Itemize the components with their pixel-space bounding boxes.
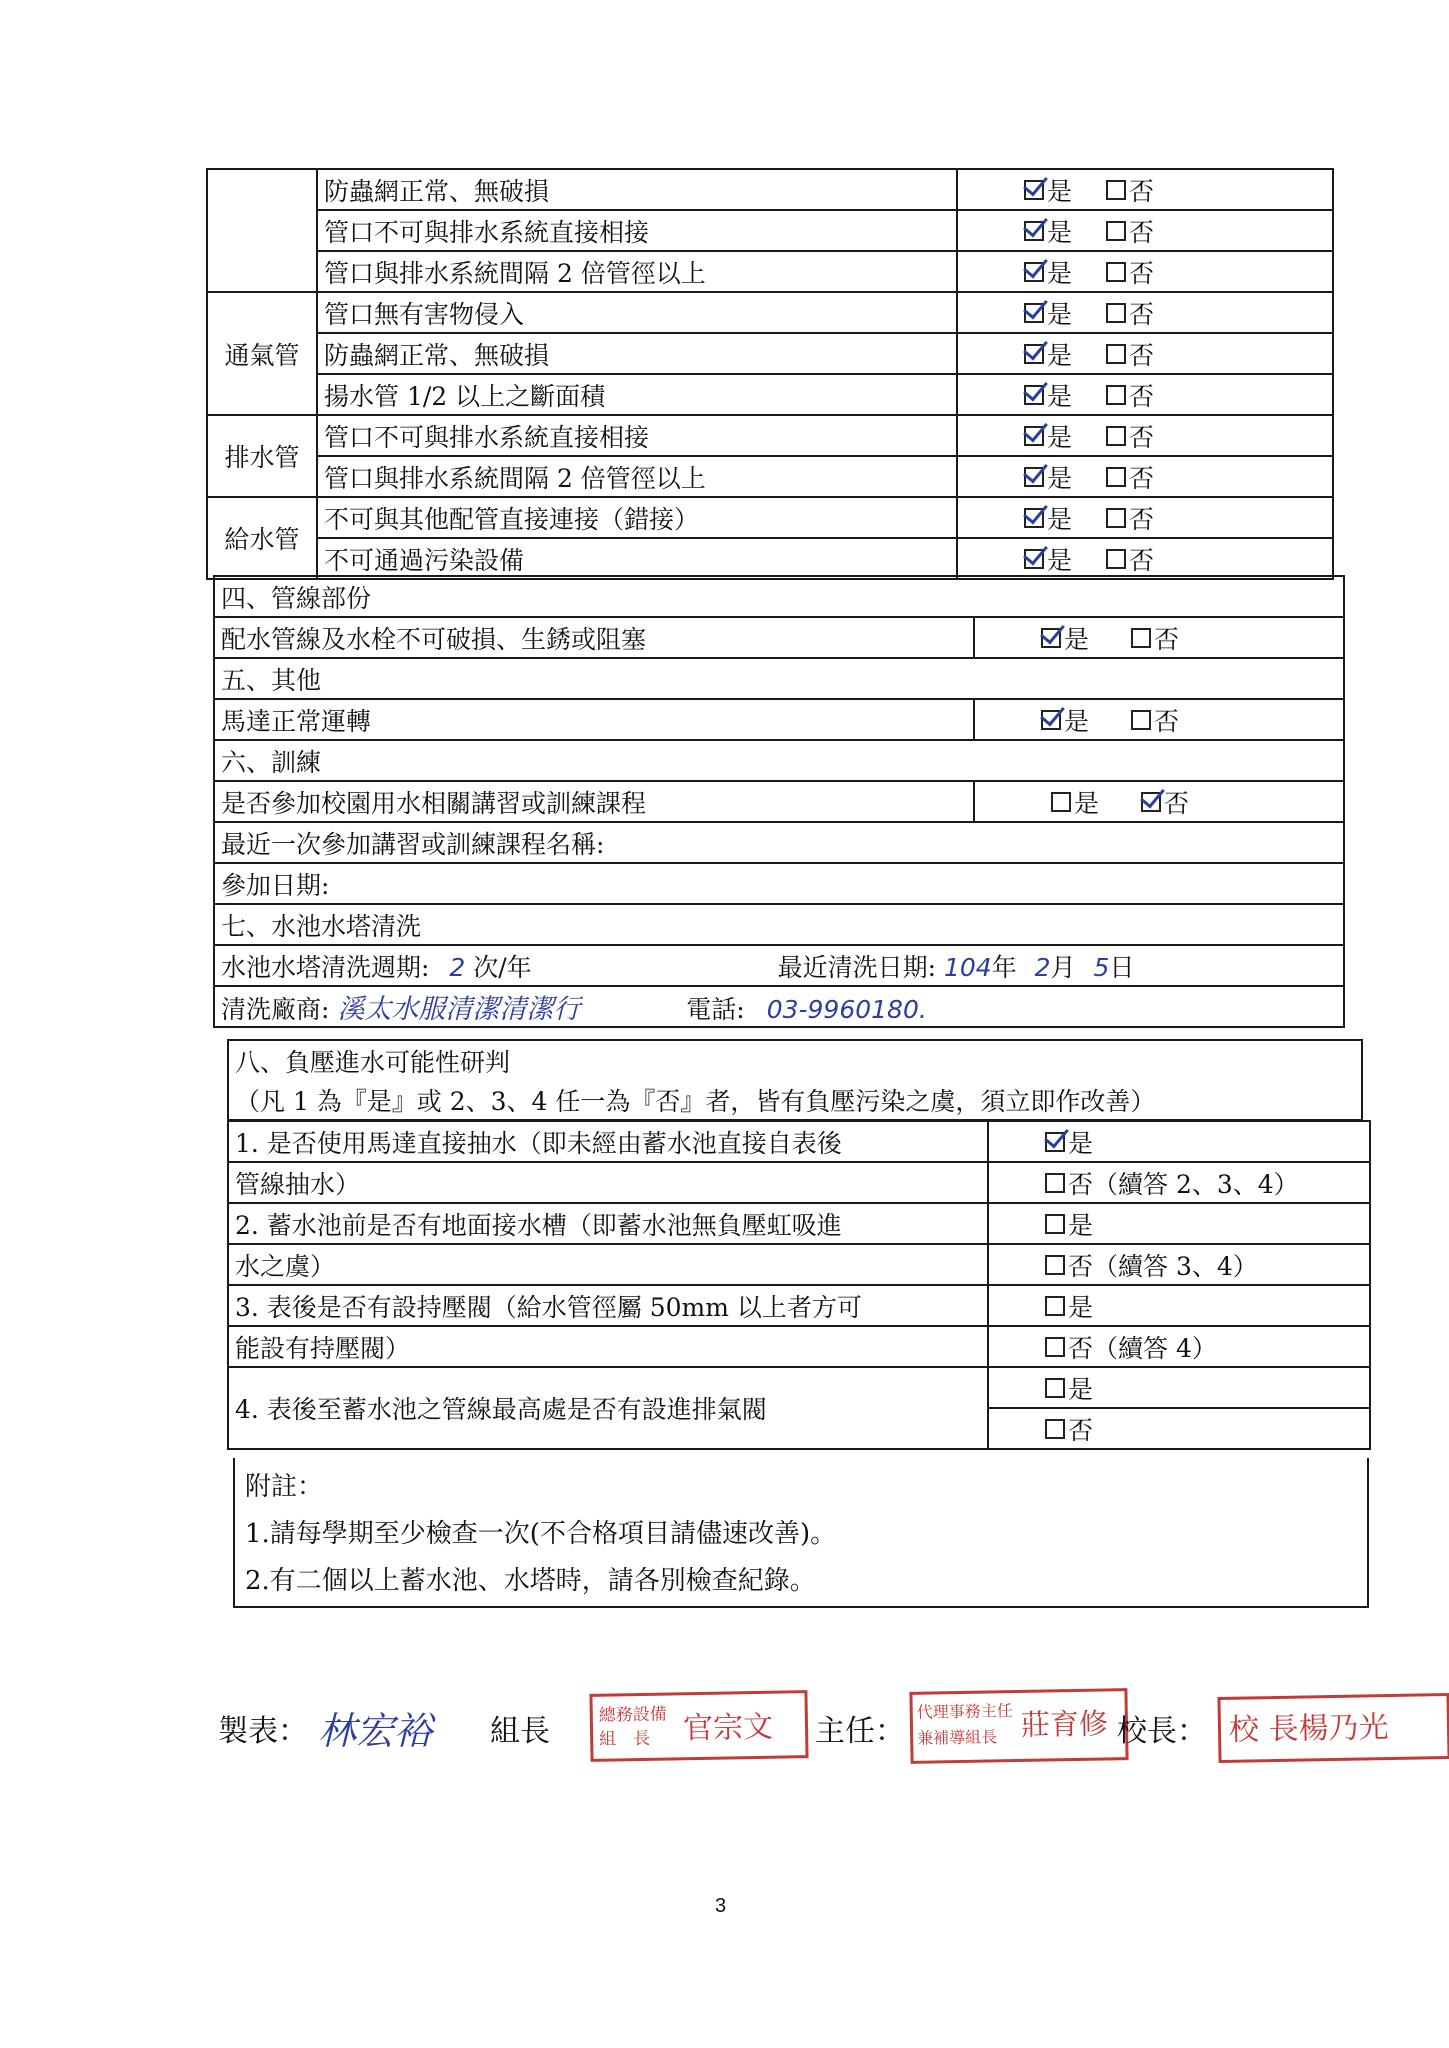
director-stamp-text-b: 兼補導組長 xyxy=(917,1727,998,1748)
checkbox-no[interactable] xyxy=(1045,1173,1065,1193)
question-1-line-a: 1. 是否使用馬達直接抽水（即未經由蓄水池直接自表後 xyxy=(228,1121,988,1162)
course-name-field[interactable]: 最近一次參加講習或訓練課程名稱: xyxy=(214,822,1344,863)
table-row xyxy=(207,169,1333,210)
section-title: 四、管線部份 xyxy=(214,576,1344,617)
checkbox-no[interactable] xyxy=(1106,303,1126,323)
no-label: 否 xyxy=(1129,340,1155,370)
table-row xyxy=(207,292,1333,333)
checkbox-yes[interactable] xyxy=(1024,426,1044,446)
checkbox-yes[interactable] xyxy=(1045,1132,1065,1152)
pipe-inspection-table xyxy=(206,168,1334,580)
checkbox-yes[interactable] xyxy=(1045,1296,1065,1316)
course-date-field[interactable]: 參加日期: xyxy=(214,863,1344,904)
yes-label: 是 xyxy=(1068,1374,1094,1404)
yes-no-cell xyxy=(957,415,1333,456)
yes-no-cell xyxy=(974,781,1344,822)
no-label: 否 xyxy=(1129,463,1155,493)
cycle-label: 水池水塔清洗週期: xyxy=(221,952,430,982)
principal-stamp: 校 長楊乃光 xyxy=(1217,1693,1449,1763)
yes-label: 是 xyxy=(1047,258,1073,288)
yes-label: 是 xyxy=(1064,706,1090,736)
checkbox-yes[interactable] xyxy=(1041,628,1061,648)
recent-year[interactable]: 104 xyxy=(943,952,992,982)
table-row xyxy=(207,251,1333,292)
principal-label: 校長： xyxy=(1117,1714,1207,1749)
checkbox-no[interactable] xyxy=(1106,385,1126,405)
day-unit: 日 xyxy=(1109,952,1135,982)
general-inspection-table xyxy=(213,575,1345,1028)
q1-no-cell xyxy=(988,1162,1370,1203)
yes-no-cell xyxy=(957,169,1333,210)
vendor-row xyxy=(214,986,1344,1027)
yes-no-cell xyxy=(957,497,1333,538)
no-label: 否 xyxy=(1129,258,1155,288)
yes-no-cell xyxy=(974,699,1344,740)
item-label: 配水管線及水栓不可破損、生銹或阻塞 xyxy=(214,617,974,658)
item-label: 防蟲網正常、無破損 xyxy=(317,333,957,374)
checkbox-no[interactable] xyxy=(1106,221,1126,241)
director-label: 主任： xyxy=(815,1714,905,1749)
checkbox-yes[interactable] xyxy=(1045,1214,1065,1234)
yes-label: 是 xyxy=(1047,176,1073,206)
no-label: 否（續答 3、4） xyxy=(1068,1251,1258,1281)
no-label: 否 xyxy=(1129,504,1155,534)
no-label: 否 xyxy=(1129,381,1155,411)
checkbox-no[interactable] xyxy=(1106,508,1126,528)
recent-date-label: 最近清洗日期: xyxy=(777,952,937,982)
item-label: 不可通過污染設備 xyxy=(317,538,957,579)
checkbox-no[interactable] xyxy=(1141,792,1161,812)
checkbox-no[interactable] xyxy=(1106,344,1126,364)
section-title: 七、水池水塔清洗 xyxy=(214,904,1344,945)
yes-label: 是 xyxy=(1047,217,1073,247)
question-4: 4. 表後至蓄水池之管線最高處是否有設進排氣閥 xyxy=(228,1367,988,1449)
recent-month[interactable]: 2 xyxy=(1034,952,1051,982)
question-3-line-b: 能設有持壓閥） xyxy=(228,1326,988,1367)
yes-label: 是 xyxy=(1047,463,1073,493)
yes-label: 是 xyxy=(1047,381,1073,411)
checkbox-no[interactable] xyxy=(1106,467,1126,487)
section-title: 六、訓練 xyxy=(214,740,1344,781)
yes-label: 是 xyxy=(1047,504,1073,534)
q2-no-cell xyxy=(988,1244,1370,1285)
leader-stamp xyxy=(589,1690,808,1762)
no-label: 否 xyxy=(1163,788,1189,818)
maker-label: 製表： xyxy=(218,1714,308,1749)
category-cell xyxy=(207,169,317,292)
section-title: 五、其他 xyxy=(214,658,1344,699)
notes-title: 附註： xyxy=(245,1472,324,1502)
checkbox-no[interactable] xyxy=(1106,180,1126,200)
no-label: 否 xyxy=(1129,422,1155,452)
item-label: 管口無有害物侵入 xyxy=(317,292,957,333)
yes-no-cell xyxy=(957,333,1333,374)
vendor-label: 清洗廠商: xyxy=(221,995,330,1024)
cycle-unit: 次/年 xyxy=(473,952,532,982)
table-row xyxy=(207,333,1333,374)
no-label: 否 xyxy=(1068,1415,1094,1445)
cycle-value[interactable]: 2 xyxy=(449,952,466,982)
no-label: 否 xyxy=(1129,545,1155,575)
checkbox-yes[interactable] xyxy=(1024,344,1044,364)
item-label: 管口不可與排水系統直接相接 xyxy=(317,210,957,251)
section-title: 八、負壓進水可能性研判 xyxy=(228,1040,1362,1080)
table-row xyxy=(207,497,1333,538)
table-row xyxy=(207,538,1333,579)
leader-stamp-text-a: 總務設備 xyxy=(598,1704,667,1726)
checkbox-no[interactable] xyxy=(1045,1337,1065,1357)
yes-label: 是 xyxy=(1047,299,1073,329)
negative-pressure-header xyxy=(227,1039,1363,1121)
item-label: 管口與排水系統間隔 2 倍管徑以上 xyxy=(317,251,957,292)
yes-no-cell xyxy=(957,374,1333,415)
notes-line-2: 2.有二個以上蓄水池、水塔時，請各別檢查紀錄。 xyxy=(245,1566,816,1596)
director-stamp-name: 莊育修 xyxy=(1020,1706,1109,1742)
question-2-line-b: 水之虞） xyxy=(228,1244,988,1285)
checkbox-yes[interactable] xyxy=(1051,792,1071,812)
item-label: 管口不可與排水系統直接相接 xyxy=(317,415,957,456)
yes-no-cell xyxy=(957,292,1333,333)
table-row xyxy=(207,210,1333,251)
item-label: 揚水管 1/2 以上之斷面積 xyxy=(317,374,957,415)
checkbox-yes[interactable] xyxy=(1024,221,1044,241)
yes-no-cell xyxy=(957,538,1333,579)
checkbox-yes[interactable] xyxy=(1024,180,1044,200)
category-cell: 給水管 xyxy=(207,497,317,579)
vendor-value[interactable]: 溪太水服清潔清潔行 xyxy=(337,994,581,1025)
recent-day[interactable]: 5 xyxy=(1093,952,1110,982)
table-row xyxy=(207,456,1333,497)
item-label: 管口與排水系統間隔 2 倍管徑以上 xyxy=(317,456,957,497)
q1-yes-cell xyxy=(988,1121,1370,1162)
checkbox-no[interactable] xyxy=(1045,1255,1065,1275)
maker-signature: 林宏裕 xyxy=(318,1709,433,1753)
question-3-line-a: 3. 表後是否有設持壓閥（給水管徑屬 50mm 以上者方可 xyxy=(228,1285,988,1326)
leader-stamp-name: 官宗文 xyxy=(682,1709,774,1747)
section-subtitle: （凡 1 為『是』或 2、3、4 任一為『否』者，皆有負壓污染之虞，須立即作改善） xyxy=(228,1080,1362,1120)
table-row xyxy=(207,374,1333,415)
yes-label: 是 xyxy=(1068,1210,1094,1240)
no-label: 否（續答 4） xyxy=(1068,1333,1217,1363)
checkbox-yes[interactable] xyxy=(1024,549,1044,569)
yes-label: 是 xyxy=(1064,624,1090,654)
page-number: 3 xyxy=(715,1895,727,1917)
q2-yes-cell xyxy=(988,1203,1370,1244)
checkbox-no[interactable] xyxy=(1106,426,1126,446)
leader-label: 組長 xyxy=(490,1714,550,1749)
item-label: 馬達正常運轉 xyxy=(214,699,974,740)
yes-label: 是 xyxy=(1047,422,1073,452)
yes-no-cell xyxy=(957,456,1333,497)
checkbox-yes[interactable] xyxy=(1024,262,1044,282)
item-label: 不可與其他配管直接連接（錯接） xyxy=(317,497,957,538)
cleaning-cycle-row xyxy=(214,945,1344,986)
checkbox-yes[interactable] xyxy=(1024,467,1044,487)
checkbox-no[interactable] xyxy=(1131,628,1151,648)
checkbox-yes[interactable] xyxy=(1041,710,1061,730)
notes-box xyxy=(233,1458,1369,1608)
negative-pressure-table xyxy=(227,1120,1371,1450)
checkbox-yes[interactable] xyxy=(1024,508,1044,528)
yes-no-cell xyxy=(957,251,1333,292)
checkbox-yes[interactable] xyxy=(1024,385,1044,405)
q3-no-cell xyxy=(988,1326,1370,1367)
checkbox-yes[interactable] xyxy=(1024,303,1044,323)
category-cell: 通氣管 xyxy=(207,292,317,415)
checkbox-no[interactable] xyxy=(1045,1419,1065,1439)
table-row xyxy=(207,415,1333,456)
month-unit: 月 xyxy=(1050,952,1076,982)
yes-label: 是 xyxy=(1074,788,1100,818)
yes-label: 是 xyxy=(1068,1292,1094,1322)
yes-label: 是 xyxy=(1068,1128,1094,1158)
phone-label: 電話: xyxy=(686,995,745,1024)
leader-stamp-text-b: 組 長 xyxy=(599,1728,651,1750)
notes-line-1: 1.請每學期至少檢查一次(不合格項目請儘速改善)。 xyxy=(245,1519,837,1549)
yes-label: 是 xyxy=(1047,340,1073,370)
yes-no-cell xyxy=(957,210,1333,251)
q4-no-cell xyxy=(988,1408,1370,1449)
checkbox-no[interactable] xyxy=(1106,262,1126,282)
category-cell: 排水管 xyxy=(207,415,317,497)
checkbox-yes[interactable] xyxy=(1045,1378,1065,1398)
no-label: 否 xyxy=(1129,299,1155,329)
phone-value[interactable]: 03-9960180. xyxy=(766,995,927,1024)
item-label: 防蟲網正常、無破損 xyxy=(317,169,957,210)
yes-label: 是 xyxy=(1047,545,1073,575)
checkbox-no[interactable] xyxy=(1106,549,1126,569)
director-stamp xyxy=(909,1688,1128,1764)
q3-yes-cell xyxy=(988,1285,1370,1326)
no-label: 否 xyxy=(1129,176,1155,206)
checkbox-no[interactable] xyxy=(1131,710,1151,730)
question-2-line-a: 2. 蓄水池前是否有地面接水槽（即蓄水池無負壓虹吸進 xyxy=(228,1203,988,1244)
q4-yes-cell xyxy=(988,1367,1370,1408)
no-label: 否 xyxy=(1129,217,1155,247)
item-label: 是否參加校園用水相關講習或訓練課程 xyxy=(214,781,974,822)
question-1-line-b: 管線抽水） xyxy=(228,1162,988,1203)
year-unit: 年 xyxy=(991,952,1017,982)
no-label: 否 xyxy=(1153,706,1179,736)
director-stamp-text-a: 代理事務主任 xyxy=(916,1701,1013,1722)
yes-no-cell xyxy=(974,617,1344,658)
no-label: 否 xyxy=(1153,624,1179,654)
no-label: 否（續答 2、3、4） xyxy=(1068,1169,1299,1199)
